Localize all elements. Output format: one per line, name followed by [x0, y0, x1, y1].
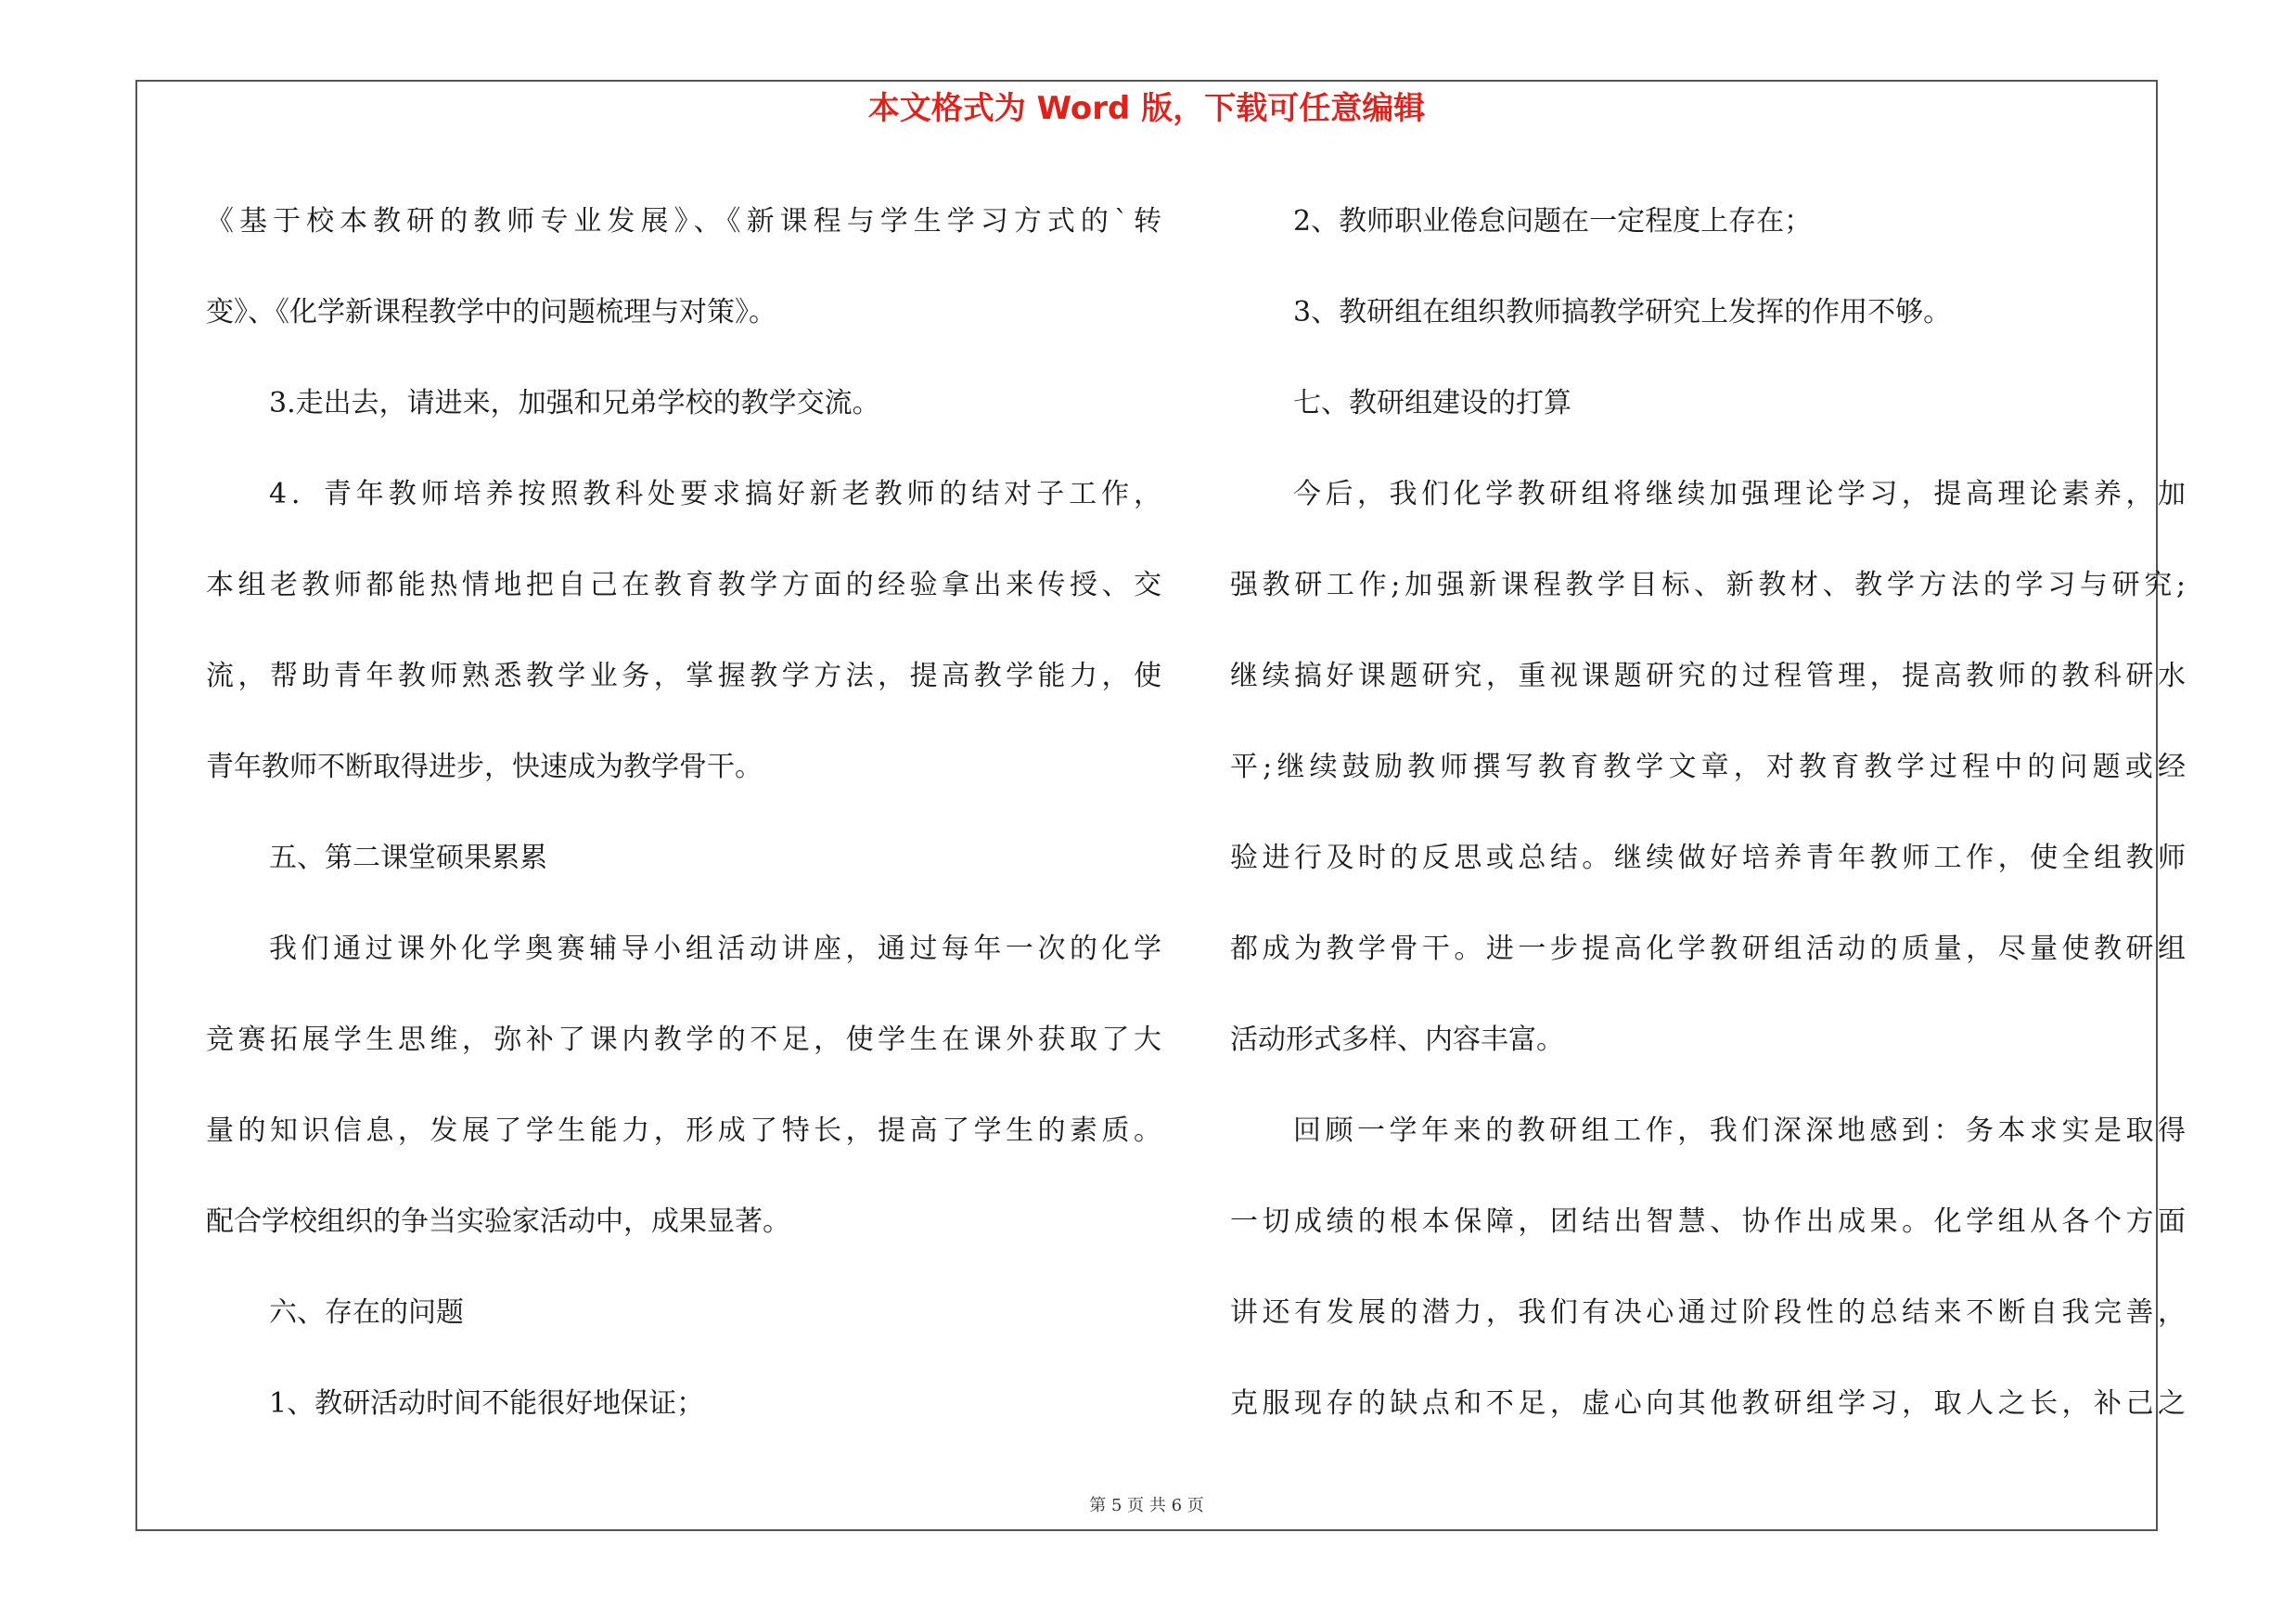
text-line: 3.走出去，请进来，加强和兄弟学校的教学交流。 [269, 387, 880, 419]
text-line: 变》、《化学新课程教学中的问题梳理与对策》。 [206, 296, 776, 328]
text-line: 竞赛拓展学生思维，弥补了课内教学的不足，使学生在课外获取了大 [206, 1024, 1161, 1056]
left-text-column [206, 176, 1161, 1449]
text-line: 今后，我们化学教研组将继续加强理论学习，提高理论素养，加 [1293, 478, 2186, 510]
text-line: 六、存在的问题 [269, 1296, 464, 1329]
text-line: 一切成绩的根本保障，团结出智慧、协作出成果。化学组从各个方面 [1230, 1205, 2186, 1238]
text-line: 讲还有发展的潜力，我们有决心通过阶段性的总结来不断自我完善， [1230, 1296, 2186, 1329]
text-line: 平;继续鼓励教师撰写教育教学文章，对教育教学过程中的问题或经 [1230, 751, 2186, 783]
text-line: 五、第二课堂硕果累累 [269, 842, 547, 874]
text-line: 本组老教师都能热情地把自己在教育教学方面的经验拿出来传授、交 [206, 569, 1161, 601]
text-line: 七、教研组建设的打算 [1293, 387, 1571, 419]
text-line: 回顾一学年来的教研组工作，我们深深地感到：务本求实是取得 [1293, 1114, 2186, 1147]
text-line: 《基于校本教研的教师专业发展》、《新课程与学生学习方式的`转 [206, 205, 1161, 238]
text-line: 3、教研组在组织教师搞教学研究上发挥的作用不够。 [1293, 296, 1952, 328]
text-line: 验进行及时的反思或总结。继续做好培养青年教师工作，使全组教师 [1230, 842, 2186, 874]
text-line: 4．青年教师培养按照教科处要求搞好新老教师的结对子工作， [269, 478, 1161, 510]
page-number-footer: 第 5 页 共 6 页 [1089, 1496, 1204, 1515]
text-line: 量的知识信息，发展了学生能力，形成了特长，提高了学生的素质。 [206, 1114, 1161, 1147]
text-line: 青年教师不断取得进步，快速成为教学骨干。 [206, 751, 763, 783]
format-banner: 本文格式为 Word 版，下载可任意编辑 [867, 90, 1426, 127]
text-line: 活动形式多样、内容丰富。 [1230, 1024, 1564, 1056]
text-line: 都成为教学骨干。进一步提高化学教研组活动的质量，尽量使教研组 [1230, 933, 2186, 965]
right-text-column [1230, 176, 2186, 1449]
text-line: 继续搞好课题研究，重视课题研究的过程管理，提高教师的教科研水 [1230, 660, 2186, 692]
text-line: 强教研工作;加强新课程教学目标、新教材、教学方法的学习与研究; [1230, 569, 2186, 601]
text-line: 克服现存的缺点和不足，虚心向其他教研组学习，取人之长，补己之 [1230, 1387, 2186, 1420]
text-line: 1、教研活动时间不能很好地保证； [269, 1387, 705, 1420]
text-line: 我们通过课外化学奥赛辅导小组活动讲座，通过每年一次的化学 [269, 933, 1161, 965]
text-line: 流，帮助青年教师熟悉教学业务，掌握教学方法，提高教学能力，使 [206, 660, 1161, 692]
text-line: 配合学校组织的争当实验家活动中，成果显著。 [206, 1205, 790, 1238]
text-line: 2、教师职业倦怠问题在一定程度上存在； [1293, 205, 1813, 238]
